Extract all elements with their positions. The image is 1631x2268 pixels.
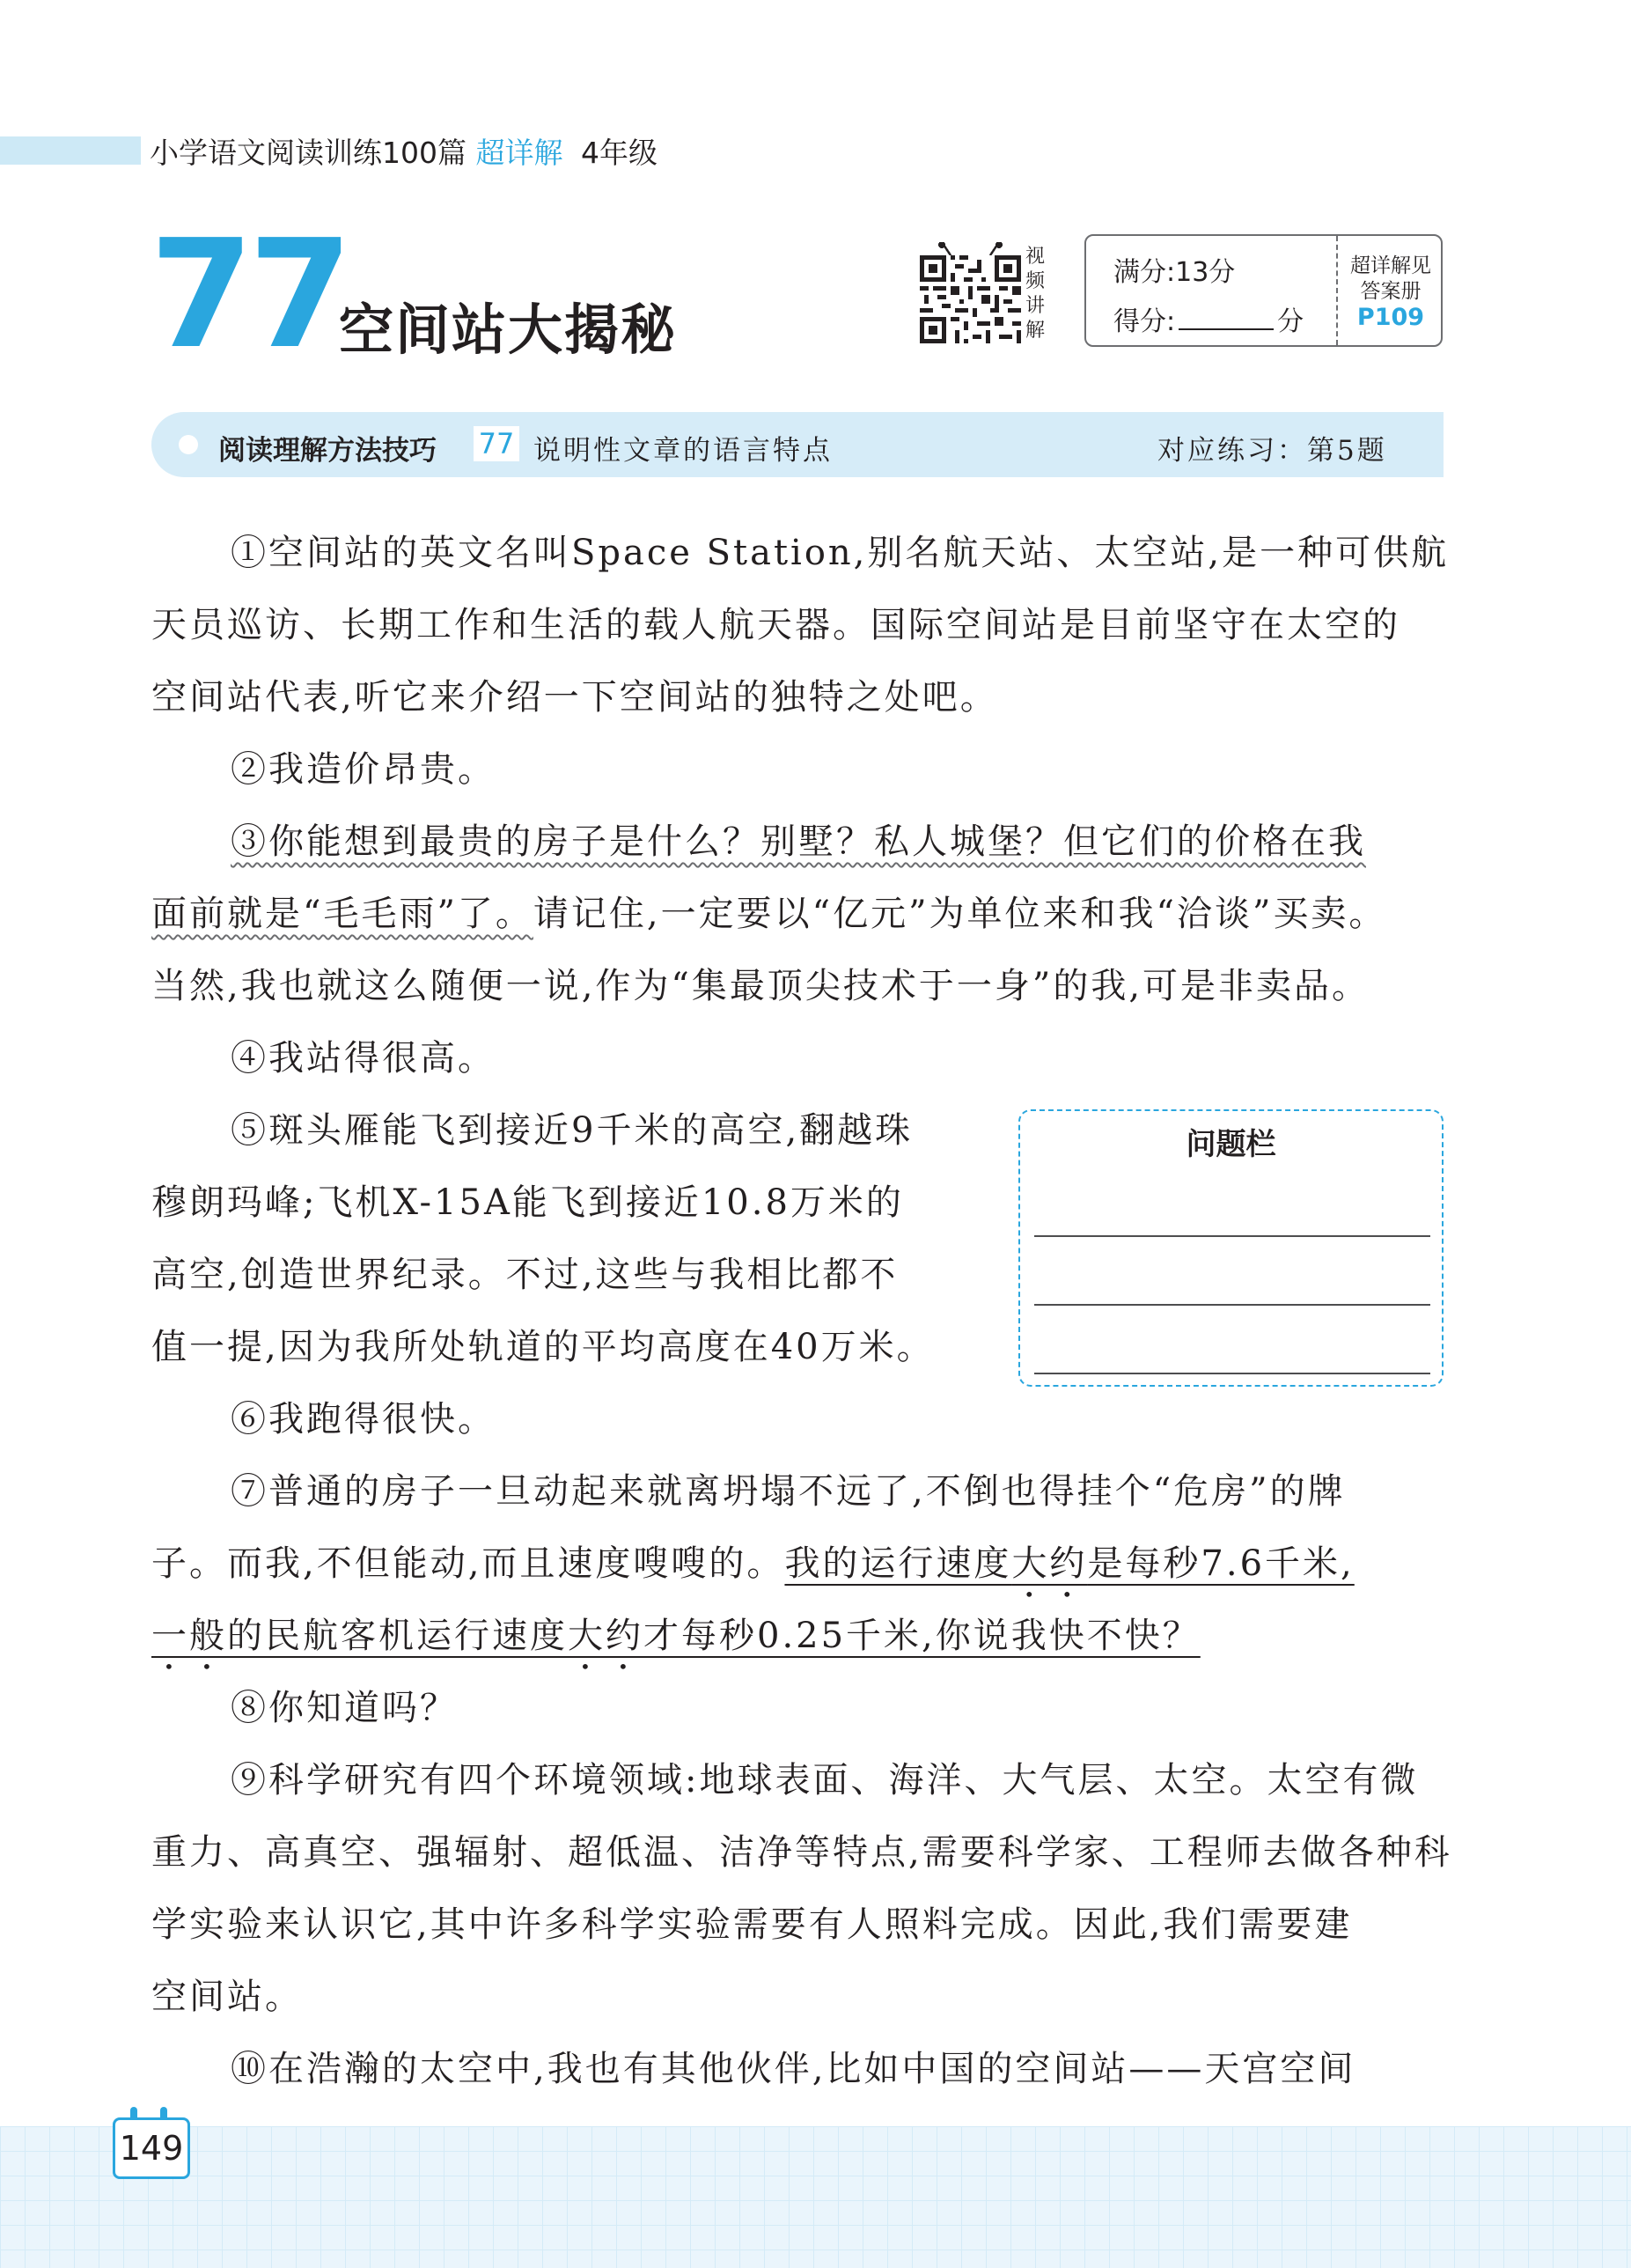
emphasis-dots-text: 一般 xyxy=(151,1616,227,1656)
score-divider xyxy=(1336,236,1338,345)
paragraph-6: ⑥我跑得很快。 xyxy=(231,1399,496,1440)
answer-reference xyxy=(1340,254,1442,330)
book-grade: 4年级 xyxy=(581,136,658,170)
qr-code-icon[interactable] xyxy=(920,242,1021,343)
paragraph-4: ④我站得很高。 xyxy=(231,1038,496,1079)
score-unit: 分 xyxy=(1277,306,1304,337)
emphasis-dots-text: 大约 xyxy=(568,1616,643,1656)
solid-underline-text: 我的运行速度大约是每秒7.6千米, xyxy=(784,1543,1355,1584)
method-title: 阅读理解方法技巧 xyxy=(218,435,437,467)
score-blank[interactable] xyxy=(1179,328,1274,330)
book-header xyxy=(150,130,658,172)
paragraph-7-line-1: ⑦普通的房子一旦动起来就离坍塌不远了,不倒也得挂个“危房”的牌 xyxy=(231,1471,1346,1512)
lesson-number: 77 xyxy=(150,208,348,382)
answer-line[interactable] xyxy=(1034,1235,1430,1237)
answer-ref-line2: 答案册 xyxy=(1360,280,1422,303)
paragraph-3-line-1 xyxy=(231,806,1366,878)
paragraph-8: ⑧你知道吗？ xyxy=(231,1688,458,1728)
paragraph-5-line-2: 穆朗玛峰;飞机X-15A能飞到接近10.8万米的 xyxy=(151,1182,904,1223)
paragraph-1-line-3: 空间站代表,听它来介绍一下空间站的独特之处吧。 xyxy=(151,677,998,718)
footer-grid xyxy=(0,2126,1631,2268)
paragraph-3-line-3: 当然,我也就这么随便一说,作为“集最顶尖技术于一身”的我,可是非卖品。 xyxy=(151,966,1370,1006)
banner-bullet-icon xyxy=(179,435,198,454)
paragraph-2: ②我造价昂贵。 xyxy=(231,749,496,790)
score-label: 得分: xyxy=(1113,306,1176,337)
header-accent-bar xyxy=(0,136,141,165)
question-box-title: 问题栏 xyxy=(1186,1127,1276,1162)
paragraph-9-line-4: 空间站。 xyxy=(151,1977,303,2017)
paragraph-9-line-1: ⑨科学研究有四个环境领域:地球表面、海洋、大气层、太空。太空有微 xyxy=(231,1760,1419,1800)
paragraph-5-line-3: 高空,创造世界纪录。不过,这些与我相比都不 xyxy=(151,1255,899,1295)
book-highlight: 超详解 xyxy=(475,136,563,170)
score-field[interactable] xyxy=(1113,299,1304,338)
practice-reference: 对应练习：第5题 xyxy=(1157,435,1387,467)
wavy-underline-text: 面前就是“毛毛雨”了。 xyxy=(151,894,533,934)
page-number: 149 xyxy=(113,2117,190,2179)
answer-line[interactable] xyxy=(1034,1373,1430,1374)
paragraph-7-line-3 xyxy=(151,1600,1201,1677)
paragraph-1-line-2: 天员巡访、长期工作和生活的载人航天器。国际空间站是目前坚守在太空的 xyxy=(151,605,1400,645)
emphasis-dots-text: 大约 xyxy=(1011,1543,1088,1584)
paragraph-7-line-2: 子。而我,不但能动,而且速度嗖嗖的。我的运行速度大约是每秒7.6千米, xyxy=(151,1543,1355,1584)
paragraph-1-line-1: ①空间站的英文名叫Space Station,别名航天站、太空站,是一种可供航 xyxy=(231,533,1450,573)
answer-line[interactable] xyxy=(1034,1304,1430,1306)
full-score: 满分:13分 xyxy=(1113,257,1236,288)
paragraph-9-line-2: 重力、高真空、强辐射、超低温、洁净等特点,需要科学家、工程师去做各种科 xyxy=(151,1832,1452,1873)
method-number: 77 xyxy=(474,426,519,461)
answer-ref-line1: 超详解见 xyxy=(1350,254,1431,277)
answer-ref-page: P109 xyxy=(1356,304,1425,331)
paragraph-5-line-4: 值一提,因为我所处轨道的平均高度在40万米。 xyxy=(151,1327,935,1367)
lesson-title: 空间站大揭秘 xyxy=(339,298,678,362)
solid-underline-text: 一般的民航客机运行速度大约才每秒0.25千米,你说我快不快？ xyxy=(151,1616,1201,1656)
wavy-underline-text: ③你能想到最贵的房子是什么？别墅？私人城堡？但它们的价格在我 xyxy=(231,821,1366,862)
paragraph-3-line-2: 面前就是“毛毛雨”了。请记住,一定要以“亿元”为单位来和我“洽谈”买卖。 xyxy=(151,894,1387,934)
video-label: 视 频 讲 解 xyxy=(1025,246,1046,342)
book-title: 小学语文阅读训练100篇 xyxy=(150,136,467,170)
paragraph-10-line-1: ⑩在浩瀚的太空中,我也有其他伙伴,比如中国的空间站——天宫空间 xyxy=(231,2049,1356,2089)
paragraph-9-line-3: 学实验来认识它,其中许多科学实验需要有人照料完成。因此,我们需要建 xyxy=(151,1904,1353,1945)
paragraph-5-line-1: ⑤斑头雁能飞到接近9千米的高空,翻越珠 xyxy=(231,1110,914,1151)
method-description: 说明性文章的语言特点 xyxy=(533,435,833,467)
